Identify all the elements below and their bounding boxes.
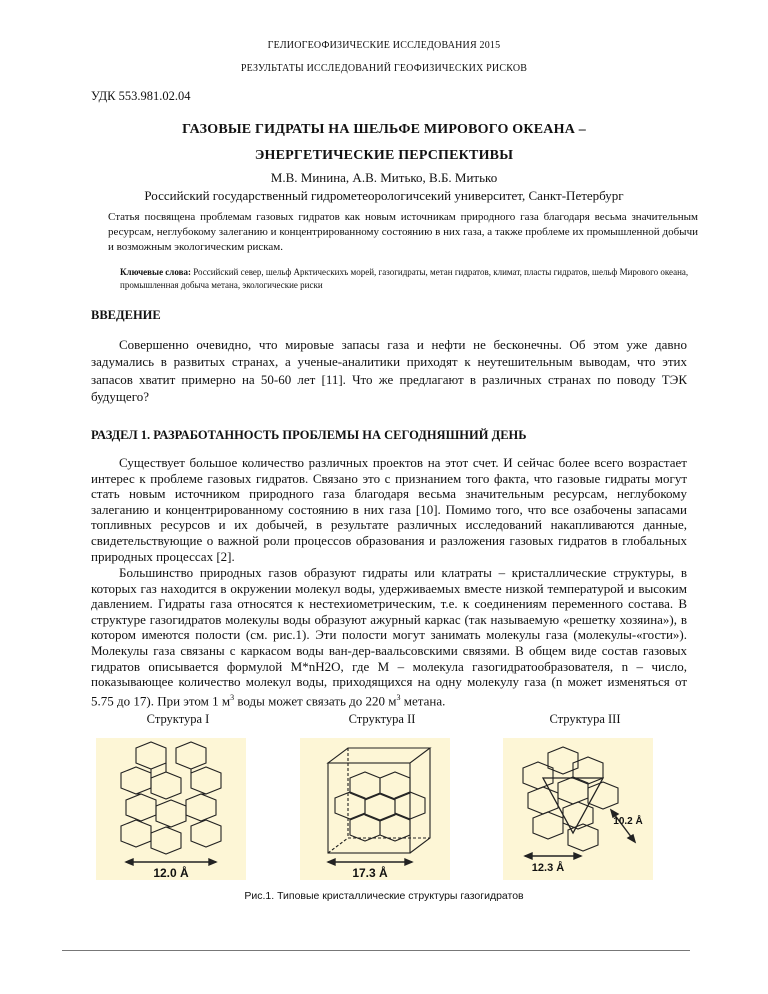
paragraph-section-1-a: Существует большое количество различных проектов на этот счет. И сейчас более всего возрастает интерес к проблеме газовых гидратов. Связано это с признанием того факта, что газовые гидраты могут стать новым источником природного газа благодаря весьма значительным ресурсам, неглубокому залеганию и концентрированному состоянию в них газа [10]. Помимо того, что все озабочены запасами топливных ресурсов и их добычей, в результате различных исследований накапливаются данные, свидетельствующие о важной роли процессов образования и разложения газовых гидратов в глобальных природных процессах [2]. <box>91 455 687 564</box>
keywords <box>120 266 700 291</box>
structure-1-dimension: 12.0 Å <box>153 866 189 880</box>
structure-2-diagram <box>300 738 450 880</box>
affiliation: Российский государственный гидрометеорологичсекий университет, Санкт-Петербург <box>144 188 624 203</box>
paragraph-introduction: Совершенно очевидно, что мировые запасы газа и нефти не бесконечны. Об этом уже давно задумались в развитых странах, а ученые-аналитики приходят к неутешительным выводам, что этих запасов хватит примерно на 50-60 лет [11]. Что же предлагают в различных странах по поводу ТЭК будущего? <box>91 337 687 405</box>
authors: М.В. Минина, А.В. Митько, В.Б. Митько <box>270 170 498 185</box>
structure-2-dimension: 17.3 Å <box>352 866 388 880</box>
p3-text-2: воды может связать до 220 м <box>234 693 397 709</box>
heading-introduction: ВВЕДЕНИЕ <box>91 308 161 322</box>
figure-caption: Рис.1. Типовые кристаллические структуры газогидратов <box>244 890 524 902</box>
structure-3-image <box>503 738 653 880</box>
structure-3-dimension: 12.3 Å <box>531 862 565 874</box>
udk-code: УДК 553.981.02.04 <box>91 89 191 103</box>
figure-label-structure-2: Структура II <box>348 712 416 726</box>
figure-label-structure-1: Структура I <box>146 712 210 726</box>
running-head-journal: ГЕЛИОГЕОФИЗИЧЕСКИЕ ИССЛЕДОВАНИЯ 2015 <box>267 40 501 51</box>
p3-text-3: метана. <box>400 693 446 709</box>
p3-superscript-1: 3 <box>230 692 235 702</box>
structure-1-image <box>96 738 246 880</box>
article-title-line-2: ЭНЕРГЕТИЧЕСКИЕ ПЕРСПЕКТИВЫ <box>254 148 514 163</box>
heading-section-1: РАЗДЕЛ 1. РАЗРАБОТАННОСТЬ ПРОБЛЕМЫ НА СЕГОДНЯШНИЙ ДЕНЬ <box>91 428 527 442</box>
structure-1-diagram <box>96 738 246 880</box>
figure-label-structure-3: Структура III <box>549 712 621 726</box>
running-head-section: РЕЗУЛЬТАТЫ ИССЛЕДОВАНИЙ ГЕОФИЗИЧЕСКИХ РИСКОВ <box>240 63 528 74</box>
p3-text-1: Большинство природных газов образуют гидраты или клатраты – кристаллические структуры, в которых газ находится в окружении молекул воды, удерживаемых вместе низкой температурой и высоким давлением. Гидраты газа относятся к нестехиометрическим, т.е. к соединениям переменного состава. В структуре газогидратов молекулы воды образуют ажурный каркас (так называемую «решетку хозяина»), в котором имеются полости (см. рис.1). Эти полости могут занимать молекулы газа (молекулы-«гости»). Молекулы газа связаны с каркасом воды ван-дер-ваальсовскими связями. В общем виде состав газовых гидратов описывается формулой М*nH2O, где М – молекула газогидратообразователя, n – число, показывающее количество молекул воды, приходящихся на одну молекулу газа (n может изменяться от 5.75 до 17). При этом 1 м <box>91 565 687 709</box>
article-title-line-1: ГАЗОВЫЕ ГИДРАТЫ НА ШЕЛЬФЕ МИРОВОГО ОКЕАНА – <box>182 122 586 137</box>
structure-2-image <box>300 738 450 880</box>
structure-3-dimension-diagonal: 10.2 Å <box>613 816 643 827</box>
footer-rule <box>62 950 690 951</box>
paragraph-section-1-b <box>91 565 687 709</box>
abstract: Статья посвящена проблемам газовых гидратов как новым источникам природного газа благодаря весьма значительным ресурсам, неглубокому залеганию и концентрированному состоянию в них газа, а также проблеме их промышленной добычи и возможным экологическим рискам. <box>108 211 698 254</box>
keywords-label: Ключевые слова: <box>120 267 191 277</box>
keywords-text: Российский север, шельф Арктическихъ морей, газогидраты, метан гидратов, климат, пласты гидратов, шельф Мирового океана, промышленная добыча метана, экологические риски <box>120 267 689 290</box>
p3-superscript-2: 3 <box>396 692 401 702</box>
structure-3-diagram <box>503 738 653 880</box>
